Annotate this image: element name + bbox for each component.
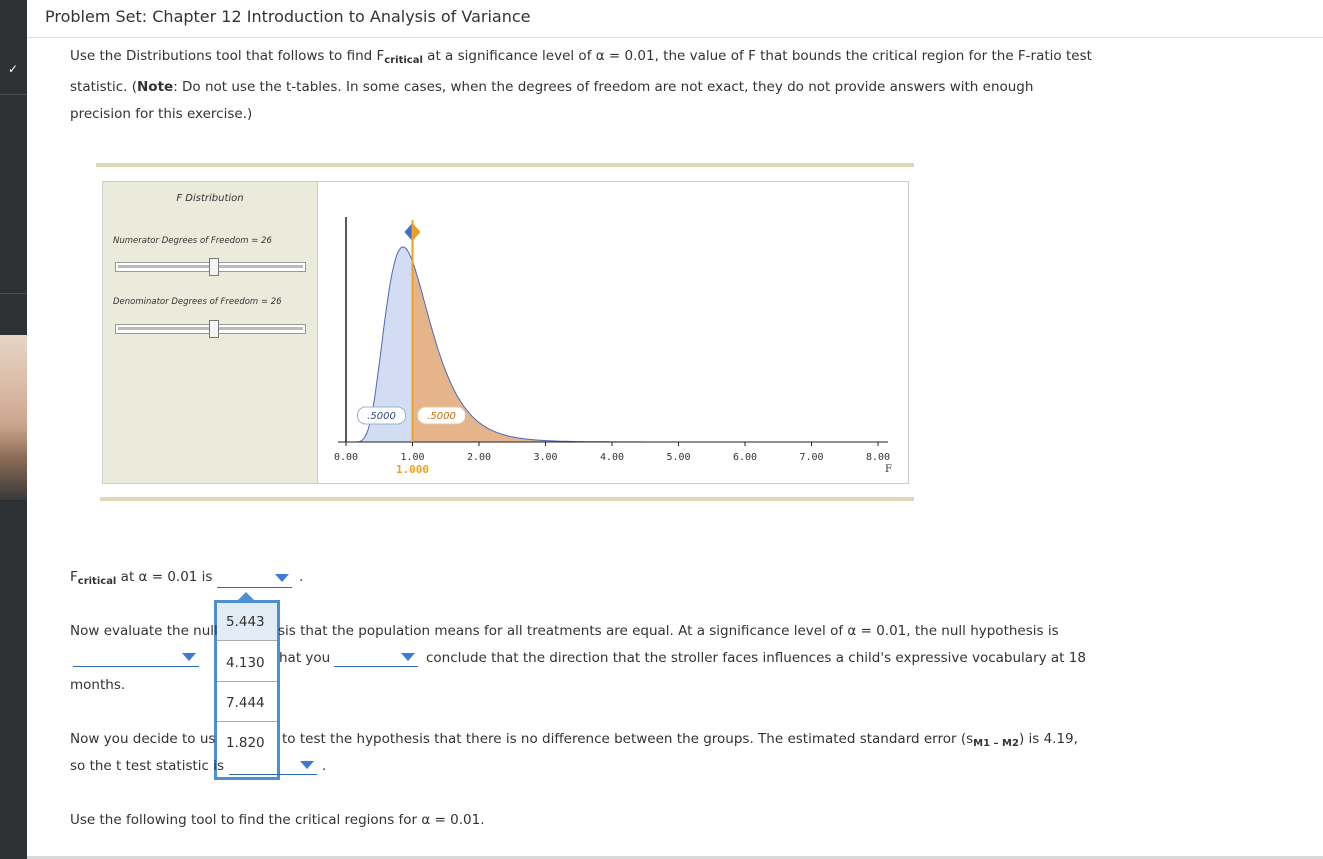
right-area-value: .5000: [427, 411, 456, 422]
denominator-df-label: Denominator Degrees of Freedom = 26: [113, 297, 282, 307]
q1-text: [70, 564, 212, 595]
numerator-df-label: Numerator Degrees of Freedom = 26: [113, 236, 272, 246]
page-title: Problem Set: Chapter 12 Introduction to Analysis of Variance: [45, 7, 531, 26]
tool-control-panel: [103, 182, 318, 483]
q2-text: conclude that the direction that the stroller faces influences a child's expressive vocabulary at 18: [426, 650, 1086, 666]
x-tick-label: 0.00: [333, 452, 359, 463]
q2-text: Now evaluate the null: [70, 623, 218, 639]
dropdown-option[interactable]: 4.130: [217, 644, 277, 682]
t-statistic-dropdown[interactable]: [229, 756, 317, 775]
left-sidebar: [0, 0, 27, 859]
fcritical-dropdown[interactable]: [217, 569, 292, 588]
numerator-slider-thumb[interactable]: [209, 258, 219, 276]
intro-text: Use the Distributions tool that follows to find F: [70, 48, 385, 64]
intro-paragraph: [70, 43, 1170, 128]
left-area-value: .5000: [367, 411, 396, 422]
intro-text: at a significance level of α = 0.01, the value of F that bounds the critical region for the F-ratio test: [422, 48, 1092, 64]
q3-text: so the t test statistic is: [70, 758, 225, 774]
x-tick-label: 3.00: [533, 452, 558, 463]
left-area-label: [358, 407, 406, 424]
x-tick-label: 2.00: [466, 452, 492, 463]
null-hypothesis-dropdown[interactable]: [73, 648, 199, 667]
dropdown-option[interactable]: 1.820: [226, 735, 265, 751]
numerator-df-slider[interactable]: [115, 262, 306, 272]
x-tick-label: 6.00: [732, 452, 758, 463]
q3-text: Now you decide to us: [70, 731, 216, 747]
cut-value-label: 1.000: [395, 463, 430, 476]
denominator-df-slider[interactable]: [115, 324, 306, 334]
x-tick-label: 1.00: [400, 452, 425, 463]
q3-text-a: to test the hypothesis that there is no difference between the groups. The estimated standard error (s: [282, 731, 974, 747]
tool-bottom-border: [100, 497, 914, 501]
q1-text-rest: at α = 0.01 is: [116, 569, 213, 585]
x-tick-label: 5.00: [666, 452, 691, 463]
cut-handle-right-icon[interactable]: [414, 224, 421, 240]
q3-text: [282, 726, 1078, 757]
chevron-down-icon: [275, 574, 289, 582]
x-axis-ticks: [334, 442, 890, 463]
x-tick-label: 7.00: [799, 452, 824, 463]
sidebar-divider: [0, 94, 27, 95]
q2-text: sis that the population means for all treatments are equal. At a significance level of α = 0.01, the null hypothesis is: [278, 623, 1059, 639]
x-tick-label: 8.00: [865, 452, 891, 463]
intro-text: : Do not use the t-tables. In some cases, when the degrees of freedom are not exact, they do not provide answers with enough: [173, 79, 1034, 95]
q1-text-f: F: [70, 569, 78, 585]
q1-period: .: [299, 569, 304, 585]
panel-title: F Distribution: [176, 193, 244, 204]
intro-text: statistic. (: [70, 79, 137, 95]
popup-pointer: [237, 592, 255, 601]
sidebar-thumbnail-image[interactable]: [0, 335, 27, 500]
q2-text: months.: [70, 677, 126, 693]
x-axis-label: F: [885, 464, 892, 475]
dropdown-option[interactable]: 7.444: [217, 684, 277, 722]
right-tail-area: [413, 261, 879, 442]
f-distribution-chart: [318, 182, 908, 483]
intro-text: precision for this exercise.): [70, 106, 253, 122]
cut-handle-left-icon[interactable]: [405, 224, 412, 240]
x-tick-label: 4.00: [599, 452, 625, 463]
q3-period: .: [322, 758, 327, 774]
check-icon: ✓: [8, 62, 19, 76]
q4-text: Use the following tool to find the critical regions for α = 0.01.: [70, 812, 485, 828]
chevron-down-icon: [182, 653, 196, 661]
subscript: critical: [77, 576, 117, 587]
tool-top-border: [96, 163, 914, 167]
chevron-down-icon: [401, 653, 415, 661]
note-label: Note: [137, 79, 174, 95]
subscript: critical: [384, 55, 423, 66]
denominator-slider-thumb[interactable]: [209, 320, 219, 338]
page-header: [27, 0, 1323, 38]
sidebar-divider: [0, 293, 27, 294]
f-distribution-tool: [102, 181, 909, 484]
chevron-down-icon: [300, 761, 314, 769]
subscript: M1 – M2: [973, 738, 1019, 749]
q2-text: hat you: [279, 650, 331, 666]
conclude-dropdown[interactable]: [334, 648, 418, 667]
q3-text-b: ) is 4.19,: [1018, 731, 1078, 747]
dropdown-option[interactable]: 5.443: [217, 603, 277, 641]
right-area-label: [418, 407, 466, 424]
